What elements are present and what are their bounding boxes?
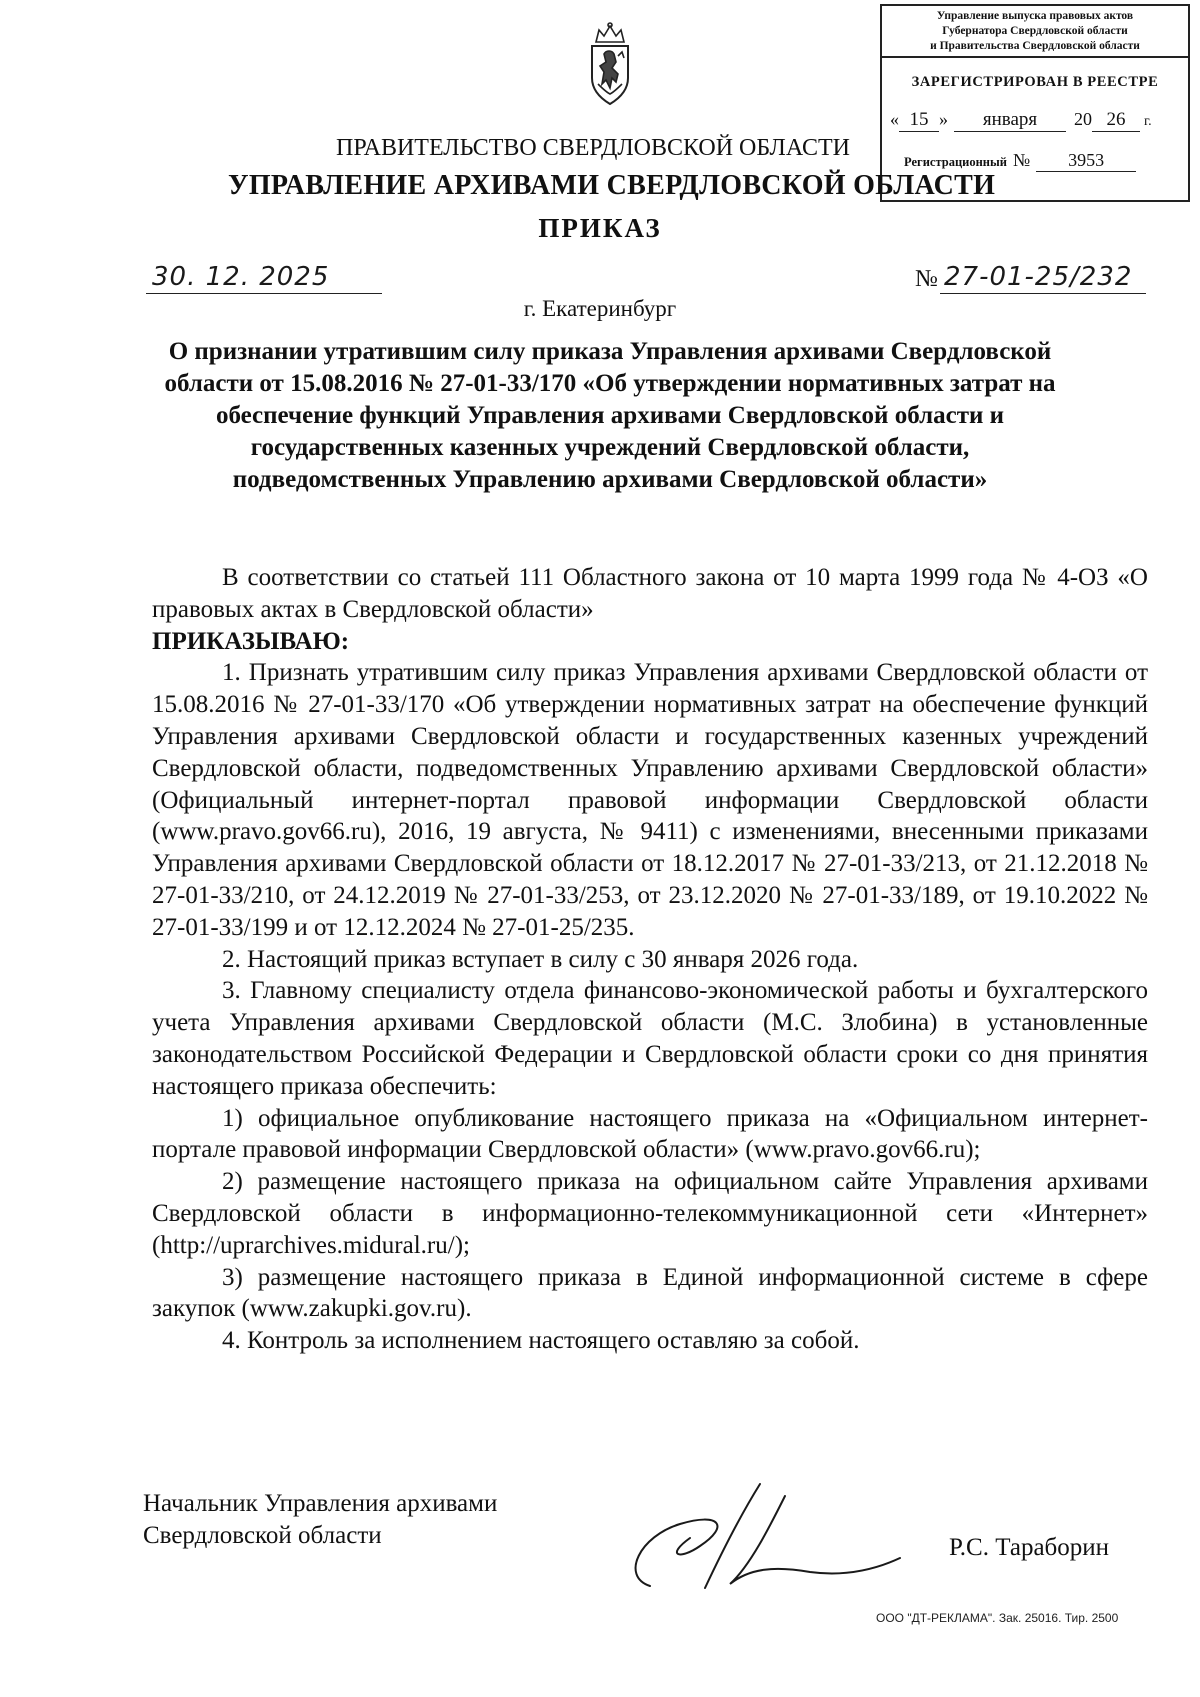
stamp-header-line: Управление выпуска правовых актов [936,10,1134,22]
paragraph-3: 3. Главному специалисту отдела финансово-экономической работы и бухгалтерского учета Управления архивами Свердловской области (М.С. Злобина) в установленные законодательством Российской Федерации и Свердловской области сроки со дня принятия настоящего приказа обеспечить: [152,977,1148,1100]
stamp-header [882,6,1188,58]
printer-imprint: ООО "ДТ-РЕКЛАМА". Зак. 25016. Тир. 2500 [876,1611,1119,1625]
handwritten-date: 30. 12. 2025 [152,262,330,292]
signatory-position-line: Свердловской области [143,1522,382,1549]
stamp-registered-label: ЗАРЕГИСТРИРОВАН В РЕЕСТРЕ [911,74,1159,90]
stamp-year-suffix: 26 [1092,109,1140,132]
date-underline [146,293,382,294]
stamp-header-line: и Правительства Свердловской области [930,40,1140,52]
paragraph-2: 2. Настоящий приказ вступает в силу с 30 января 2026 года. [222,945,859,973]
handwritten-signature [610,1476,910,1601]
paragraph-3-3: 3) размещение настоящего приказа в Единой информационной системе в сфере закупок (www.zakupki.gov.ru). [152,1263,1148,1323]
stamp-year-unit: г. [1144,114,1152,129]
stamp-number-row [904,150,1188,172]
paragraph-3-1: 1) официальное опубликование настоящего приказа на «Официальном интернет-портале правовой информации Свердловской области» (www.pravo.gov66.ru); [152,1104,1148,1164]
paragraph-1: 1. Признать утратившим силу приказ Управления архивами Свердловской области от 15.08.2016 № 27-01-33/170 «Об утверждении нормативных затрат на обеспечение функций Управления архивами Свердловской области и государственных казенных учреждений Свердловской области, подведомственных Управлению архивами Свердловской области» (Официальный интернет-портал правовой информации Свердловской области (www.pravo.gov66.ru), 2016, 19 августа, № 9411) с изменениями, внесенными приказами Управления архивами Свердловской области от 18.12.2017 № 27-01-33/213, от 21.12.2018 № 27-01-33/210, от 24.12.2019 № 27-01-33/253, от 23.12.2020 № 27-01-33/189, от 19.10.2022 № 27-01-33/199 и от 12.12.2024 № 27-01-25/235. [152,659,1148,941]
government-name: ПРАВИТЕЛЬСТВО СВЕРДЛОВСКОЙ ОБЛАСТИ [336,135,850,161]
number-underline [940,293,1146,294]
order-word: ПРИКАЗЫВАЮ: [152,627,350,655]
document-type: ПРИКАЗ [538,213,662,243]
stamp-number-sign: № [1012,150,1031,170]
city: г. Екатеринбург [523,296,677,321]
signatory-position [143,1488,497,1552]
stamp-day: 15 [899,109,939,132]
paragraph-3-2: 2) размещение настоящего приказа на официальном сайте Управления архивами Свердловской области в информационно-телекоммуникационной сети «Интернет» (http://uprarchives.midural.ru/); [152,1168,1148,1259]
stamp-number: 3953 [1036,150,1136,172]
stamp-date: « 15 » января 20 26 г. [890,109,1152,130]
stamp-header-line: Губернатора Свердловской области [942,25,1128,37]
coat-of-arms-icon [582,22,638,111]
stamp-number-label: Регистрационный [904,155,1007,169]
stamp-year-prefix: 20 [1074,109,1092,129]
signatory-name: Р.С. Тараборин [949,1534,1110,1561]
order-number-sign: № [915,266,938,292]
department-name: УПРАВЛЕНИЕ АРХИВАМИ СВЕРДЛОВСКОЙ ОБЛАСТИ [228,170,996,201]
document-title: О признании утратившим силу приказа Управления архивами Свердловской области от 15.08.2016 № 27-01-33/170 «Об утверждении нормативных затрат на обеспечение функций Управления архивами Свердловской области и государственных казенных учреждений Свердловской области, подведомственных Управлению архивами Свердловской области» [164,338,1056,493]
paragraph-4: 4. Контроль за исполнением настоящего оставляю за собой. [222,1327,860,1355]
handwritten-order-number: 27-01-25/232 [944,262,1133,292]
signatory-position-line: Начальник Управления архивами [143,1490,498,1517]
stamp-month: января [954,109,1066,132]
preamble: В соответствии со статьей 111 Областного закона от 10 марта 1999 года № 4-ОЗ «О правовых актах в Свердловской области» [152,564,1148,623]
document-body [152,562,1148,1357]
